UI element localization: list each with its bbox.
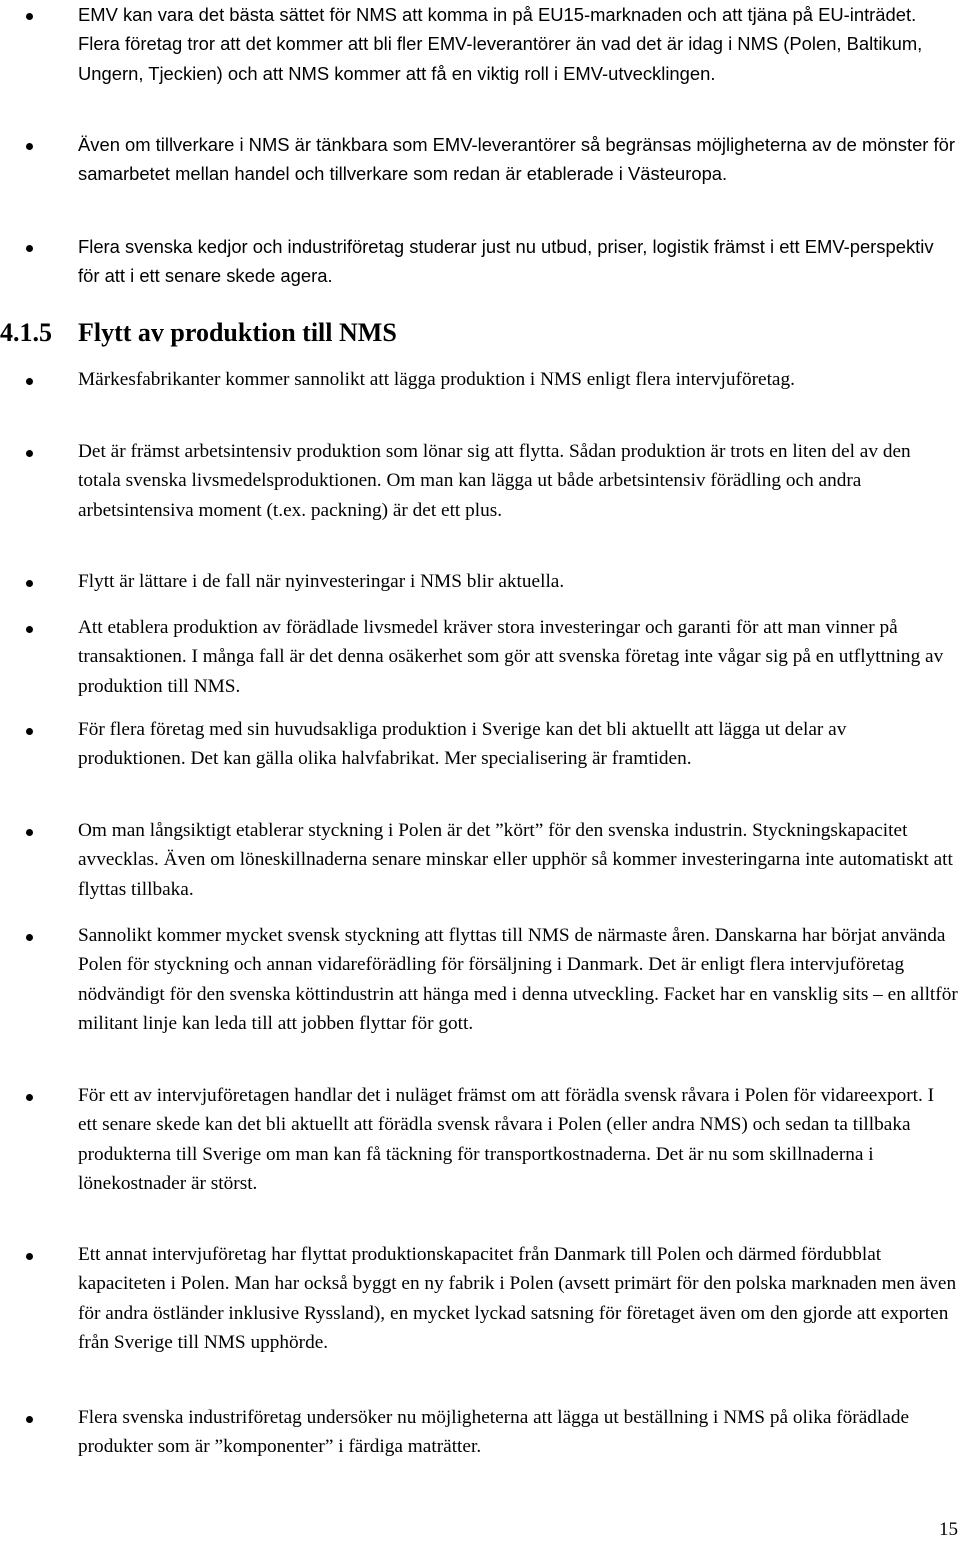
bullet-text: Flera svenska kedjor och industriföretag studerar just nu utbud, priser, logistik främst i ett EMV-perspektiv för att i ett senare skede agera. [78, 236, 934, 287]
bullet-icon [26, 728, 33, 735]
bullet-icon [26, 1094, 33, 1101]
bullet-text: För flera företag med sin huvudsakliga produktion i Sverige kan det bli aktuellt att lägga ut delar av produktionen. Det kan gälla olika halvfabrikat. Mer specialisering är framtiden. [78, 719, 847, 770]
bullet-text: Det är främst arbetsintensiv produktion som lönar sig att flytta. Sådan produktion är trots en liten del av den totala svenska livsmedelsproduktionen. Om man kan lägga ut både arbetsintensiv förädling och andra arbetsintensiva moment (t.ex. packning) är det ett plus. [78, 441, 911, 521]
bullet-text: För ett av intervjuföretagen handlar det i nuläget främst om att förädla svensk råvara i Polen för vidareexport. I ett senare skede kan det bli aktuellt att förädla svensk råvara i Polen (eller andra NMS) och sedan ta tillbaka produkterna till Sverige om man kan få täckning för transportkostnaderna. Det är nu som skillnaderna i lönekostnader är störst. [78, 1085, 935, 1194]
bullet-text: Flytt är lättare i de fall när nyinvesteringar i NMS blir aktuella. [78, 571, 565, 592]
bullet-text: Sannolikt kommer mycket svensk styckning att flyttas till NMS de närmaste åren. Danskarna har börjat använda Polen för styckning och annan vidareförädling för försäljning i Danmark. Det är enligt flera intervjuföretag nödvändigt för den svenska köttindustrin att hänga med i denna utveckling. Facket har en vansklig sits – en alltför militant linje kan leda till att jobben flyttar för gott. [78, 925, 958, 1034]
section-number: 4.1.5 [0, 318, 52, 347]
bullet-icon [26, 580, 33, 587]
bullet-text: Även om tillverkare i NMS är tänkbara som EMV-leverantörer så begränsas möjligheterna av de mönster för samarbetet mellan handel och tillverkare som redan är etablerade i Västeuropa. [78, 134, 955, 185]
bullet-icon [26, 1416, 33, 1423]
bullet-icon [26, 13, 33, 20]
bullet-icon [26, 378, 33, 385]
bullet-icon [26, 143, 33, 150]
bullet-text: Om man långsiktigt etablerar styckning i Polen är det ”kört” för den svenska industrin. Styckningskapacitet avvecklas. Även om löneskillnaderna senare minskar eller upphör så kommer investeringarna inte automatiskt att flyttas tillbaka. [78, 820, 953, 900]
page-number: 15 [939, 1519, 958, 1540]
bullet-text: EMV kan vara det bästa sättet för NMS att komma in på EU15-marknaden och att tjäna på EU-inträdet. Flera företag tror att det kommer att bli fler EMV-leverantörer än vad det är idag i NMS (Polen, Baltikum, Ungern, Tjeckien) och att NMS kommer att få en viktig roll i EMV-utvecklingen. [78, 4, 923, 84]
bullet-text: Flera svenska industriföretag undersöker nu möjligheterna att lägga ut beställning i NMS på olika förädlade produkter som är ”komponenter” i färdiga maträtter. [78, 1407, 910, 1458]
bullet-icon [26, 934, 33, 941]
bullet-text: Ett annat intervjuföretag har flyttat produktionskapacitet från Danmark till Polen och därmed fördubblat kapaciteten i Polen. Man har också byggt en ny fabrik i Polen (avsett primärt för den polska marknaden men även för andra östländer inklusive Ryssland), en mycket lyckad satsning för företaget även om den gjorde att exporten från Sverige till NMS upphörde. [78, 1244, 957, 1353]
bullet-text: Att etablera produktion av förädlade livsmedel kräver stora investeringar och garanti för att man vinner på transaktionen. I många fall är det denna osäkerhet som gör att svenska företag inte vågar sig på en utflyttning av produktion till NMS. [78, 617, 944, 697]
bullet-icon [26, 626, 33, 633]
section-heading [0, 316, 397, 350]
bullet-icon [26, 450, 33, 457]
bullet-text: Märkesfabrikanter kommer sannolikt att lägga produktion i NMS enligt flera intervjuföretag. [78, 369, 795, 390]
bullet-icon [26, 245, 33, 252]
bullet-icon [26, 1253, 33, 1260]
section-title: Flytt av produktion till NMS [78, 318, 397, 347]
bullet-icon [26, 829, 33, 836]
